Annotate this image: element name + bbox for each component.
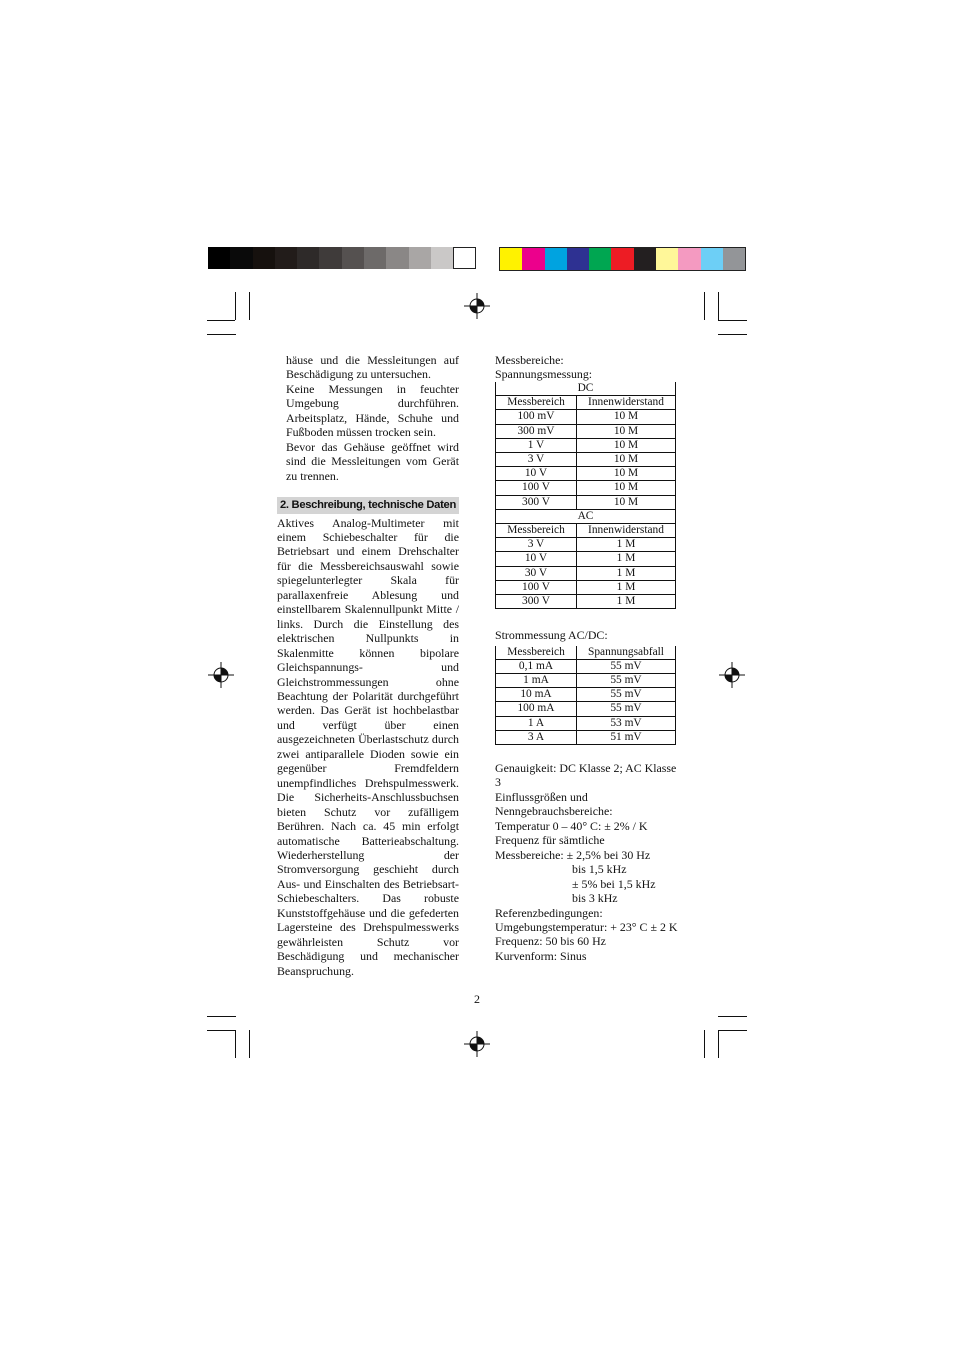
table-row: [496, 688, 676, 702]
current-table: [495, 646, 676, 745]
safety-paragraph: häuse und die Messleitungen auf Beschädigung zu untersuchen.: [286, 353, 459, 382]
table-cell: 1 M: [577, 580, 676, 594]
table-cell: 1 mA: [496, 674, 577, 688]
color-swatch: [678, 248, 700, 270]
color-swatch: [656, 248, 678, 270]
temperature-text: Temperatur 0 – 40° C: ± 2% / K: [495, 818, 648, 833]
frequency-text: Frequenz: 50 bis 60 Hz: [495, 934, 606, 949]
ranges-label: Messbereiche:: [495, 353, 564, 367]
table-cell: 1 M: [577, 538, 676, 552]
table-cell: 1 M: [577, 552, 676, 566]
color-swatch: [431, 247, 453, 269]
table-cell: 10 V: [496, 552, 577, 566]
table-row: [496, 716, 676, 730]
table-cell: 55 mV: [577, 702, 676, 716]
table-cell: 100 V: [496, 481, 577, 495]
safety-paragraph: Keine Messungen in feuchter Umgebung durchführen. Arbeitsplatz, Hände, Schuhe und Fußboden müssen trocken sein.: [286, 381, 459, 440]
table-cell: 10 M: [577, 467, 676, 481]
table-cell: 300 mV: [496, 424, 577, 438]
table-cell: 10 M: [577, 424, 676, 438]
color-swatch: [297, 247, 319, 269]
section-heading: 2. Beschreibung, technische Daten: [277, 497, 459, 513]
table-header: Messbereich: [496, 396, 577, 410]
color-swatch: [611, 248, 633, 270]
color-swatch: [409, 247, 431, 269]
specifications: [495, 761, 685, 963]
table-cell: 10 M: [577, 481, 676, 495]
table-cell: 3 A: [496, 730, 577, 744]
ranges-text: bis 3 kHz: [572, 891, 618, 906]
table-cell: 1 M: [577, 566, 676, 580]
table-cell: 10 M: [577, 438, 676, 452]
table-row: [496, 452, 676, 466]
accuracy-text: Genauigkeit: DC Klasse 2; AC Klasse 3: [495, 761, 677, 790]
table-cell: 1 A: [496, 716, 577, 730]
table-row: [496, 481, 676, 495]
table-cell: 10 V: [496, 467, 577, 481]
table-cell: 10 M: [577, 410, 676, 424]
color-swatch: [589, 248, 611, 270]
color-swatch: [453, 247, 475, 269]
table-cell: 3 V: [496, 452, 577, 466]
color-swatch: [386, 247, 408, 269]
current-label: Strommessung AC/DC:: [495, 628, 608, 643]
table-cell: 10 M: [577, 495, 676, 509]
table-cell: 55 mV: [577, 674, 676, 688]
table-header: Messbereich: [496, 646, 577, 660]
color-swatch: [208, 247, 230, 269]
table-cell: 300 V: [496, 594, 577, 608]
table-row: [496, 538, 676, 552]
left-column: [277, 353, 459, 978]
table-row: [496, 424, 676, 438]
table-cell: 55 mV: [577, 659, 676, 673]
table-cell: 10 M: [577, 452, 676, 466]
table-cell: 100 V: [496, 580, 577, 594]
influence-text: Einflussgrößen und Nenngebrauchsbereiche:: [495, 789, 613, 819]
voltage-label: Spannungsmessung:: [495, 367, 593, 382]
right-column: [495, 353, 685, 963]
table-cell: 30 V: [496, 566, 577, 580]
registration-mark-icon: [464, 293, 490, 319]
table-row: [496, 410, 676, 424]
color-swatch: [319, 247, 341, 269]
description-paragraph: Aktives Analog-Multimeter mit einem Schiebeschalter für die Betriebsart und einem Drehschalter für die Messbereichsauswahl sowie spiegelunterlegter Skala für parallaxenfreie Ablesung und einstellbarem Skalennullpunkt Mitte / links. Durch die Einstellung des elektrischen Nullpunkts in Skalenmitte können bipolare Gleichspannungs- und Gleichstrommessungen ohne Beachtung der Polarität durchgeführt werden. Das Gerät ist hochbelastbar und verfügt über einen ausgezeichneten Überlastschutz durch zwei antiparallele Dioden sowie ein gegenüber Fremdfeldern unempfindliches Drehspulmesswerk. Die Sicherheits-Anschlussbuchsen bieten Schutz vor zufälligem Berühren. Nach ca. 45 min erfolgt automatische Batterieabschaltung. Wiederherstellung der Stromversorgung geschieht durch Aus- und Einschalten des Betriebsart-Schiebeschalters. Das robuste Kunststoffgehäuse und die gefederten Lagersteine des Drehspulmesswerks gewährleisten Schutz vor Beschädigung und mechanischer Beanspruchung.: [277, 515, 459, 978]
table-header: Innenwiderstand: [577, 523, 676, 537]
table-row: [496, 730, 676, 744]
table-row: [496, 580, 676, 594]
table-row: [496, 467, 676, 481]
color-swatch: [522, 248, 544, 270]
table-header: Messbereich: [496, 523, 577, 537]
grayscale-calibration-bar: [208, 247, 476, 269]
safety-paragraph: Bevor das Gehäuse geöffnet wird sind die Messleitungen vom Gerät zu trennen.: [286, 439, 459, 483]
frequency-all-text: Frequenz für sämtliche: [495, 833, 605, 848]
table-cell: 53 mV: [577, 716, 676, 730]
dc-voltage-table: [495, 382, 676, 510]
color-swatch: [634, 248, 656, 270]
color-swatch: [545, 248, 567, 270]
color-swatch: [364, 247, 386, 269]
reference-text: Referenzbedingungen:: [495, 905, 603, 920]
color-swatch: [275, 247, 297, 269]
registration-mark-icon: [719, 662, 745, 688]
table-cell: 51 mV: [577, 730, 676, 744]
table-title: AC: [496, 510, 676, 524]
table-cell: 1 V: [496, 438, 577, 452]
registration-mark-icon: [464, 1031, 490, 1057]
table-row: [496, 495, 676, 509]
color-swatch: [567, 248, 589, 270]
table-row: [496, 552, 676, 566]
waveform-text: Kurvenform: Sinus: [495, 948, 587, 963]
table-row: [496, 438, 676, 452]
table-header: Spannungsabfall: [577, 646, 676, 660]
table-row: [496, 659, 676, 673]
table-cell: 3 V: [496, 538, 577, 552]
ranges-text: Messbereiche: ± 2,5% bei 30 Hz: [495, 847, 651, 862]
color-swatch: [723, 248, 745, 270]
table-cell: 100 mV: [496, 410, 577, 424]
ranges-text: bis 1,5 kHz: [572, 862, 627, 877]
table-cell: 100 mA: [496, 702, 577, 716]
page-number: 2: [474, 992, 480, 1006]
color-swatch: [253, 247, 275, 269]
color-swatch: [500, 248, 522, 270]
table-title: DC: [496, 382, 676, 396]
color-swatch: [342, 247, 364, 269]
table-cell: 300 V: [496, 495, 577, 509]
ac-voltage-table: [495, 510, 676, 609]
table-row: [496, 594, 676, 608]
color-swatch: [230, 247, 252, 269]
table-row: [496, 674, 676, 688]
color-swatch: [701, 248, 723, 270]
table-row: [496, 566, 676, 580]
ambient-text: Umgebungstemperatur: + 23° C ± 2 K: [495, 920, 678, 935]
table-row: [496, 702, 676, 716]
table-cell: 1 M: [577, 594, 676, 608]
table-header: Innenwiderstand: [577, 396, 676, 410]
ranges-text: ± 5% bei 1,5 kHz: [572, 876, 656, 891]
color-calibration-bar: [499, 247, 746, 271]
table-cell: 55 mV: [577, 688, 676, 702]
registration-mark-icon: [208, 662, 234, 688]
table-cell: 0,1 mA: [496, 659, 577, 673]
table-cell: 10 mA: [496, 688, 577, 702]
